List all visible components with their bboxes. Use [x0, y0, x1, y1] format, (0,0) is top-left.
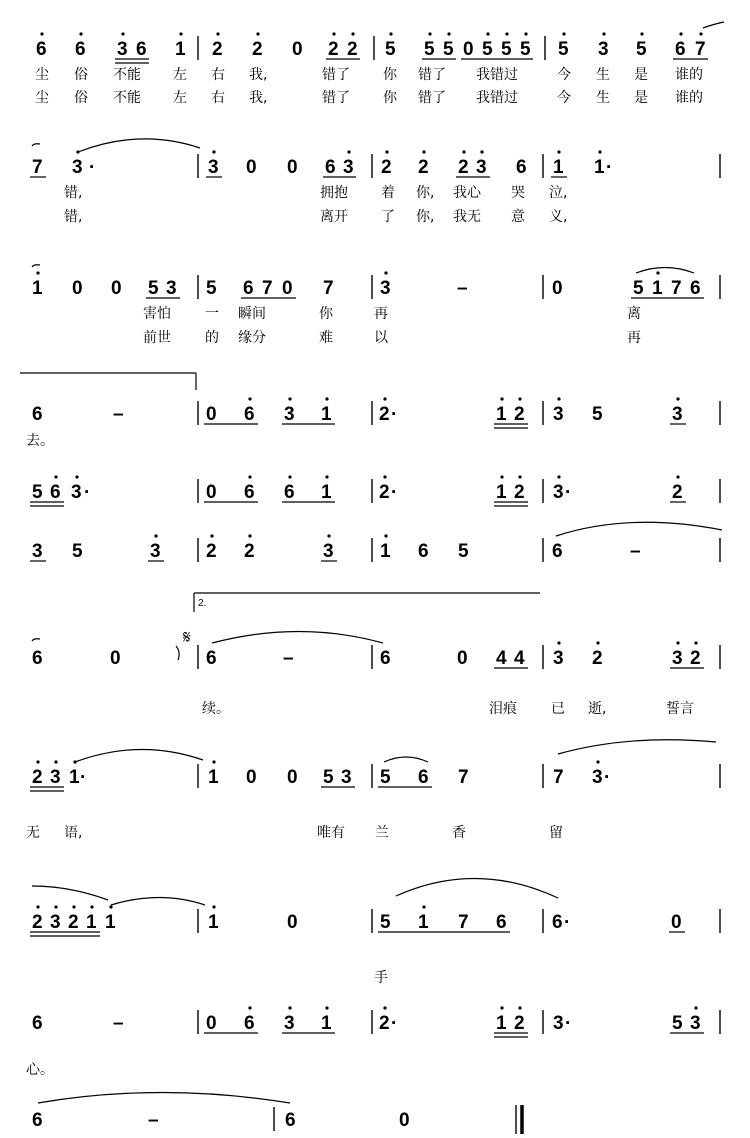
score-row-7: [32, 593, 720, 717]
svg-text:拥抱: 拥抱: [320, 185, 348, 201]
note: 0: [292, 39, 303, 60]
note: 1: [594, 157, 605, 178]
note: 0: [457, 648, 468, 669]
note: 3: [553, 482, 564, 503]
note: 6: [75, 39, 86, 60]
note: 0: [246, 767, 257, 788]
slur: [111, 898, 205, 906]
note: 3: [553, 1013, 564, 1034]
svg-text:续。: 续。: [202, 701, 230, 717]
svg-text:你: 你: [383, 67, 397, 83]
note: 7: [32, 157, 43, 178]
svg-text:义,: 义,: [549, 209, 568, 225]
note: 0: [72, 278, 83, 299]
note: 3: [32, 541, 43, 562]
note: 6: [516, 157, 527, 178]
note: 7: [671, 278, 682, 299]
note: 1: [418, 912, 429, 933]
note: ·: [606, 157, 613, 178]
note: ·: [80, 767, 87, 788]
note: 5: [206, 278, 217, 299]
svg-text:香: 香: [452, 825, 466, 841]
rhythm-underlines: [115, 59, 708, 63]
octave-dots: [76, 150, 601, 153]
svg-text:今: 今: [557, 90, 571, 106]
svg-text:不能: 不能: [113, 67, 141, 83]
note: 3: [72, 157, 83, 178]
svg-text:尘: 尘: [35, 90, 49, 106]
octave-dots: [36, 905, 425, 908]
note: 6: [32, 1110, 43, 1131]
note: ·: [391, 482, 398, 503]
note: 6: [36, 39, 47, 60]
note: 3: [50, 912, 61, 933]
note: 3: [71, 482, 82, 503]
svg-text:唯有: 唯有: [317, 825, 345, 841]
note: 5: [458, 541, 469, 562]
note: 6: [32, 1013, 43, 1034]
lyrics-verse-2: [64, 209, 567, 225]
note: 5: [592, 404, 603, 425]
svg-text:哭: 哭: [511, 185, 525, 201]
note: 6: [243, 278, 254, 299]
note: 2: [244, 541, 255, 562]
note: 2: [32, 767, 43, 788]
note: 1: [86, 912, 97, 933]
note: 2: [379, 1013, 390, 1034]
svg-text:生: 生: [596, 67, 610, 83]
slur: [703, 22, 724, 28]
note: 3: [672, 404, 683, 425]
score-row-1: [35, 22, 724, 106]
slur: [176, 646, 179, 660]
note: 5: [380, 767, 391, 788]
note: ·: [84, 482, 91, 503]
svg-text:无: 无: [26, 825, 40, 841]
svg-text:我错过: 我错过: [476, 90, 518, 106]
note: 6: [418, 767, 429, 788]
svg-text:尘: 尘: [35, 67, 49, 83]
note: 1: [496, 404, 507, 425]
note: 5: [633, 278, 644, 299]
note: 2: [514, 404, 525, 425]
note: 3: [208, 157, 219, 178]
note: 6: [675, 39, 686, 60]
note: ·: [565, 482, 572, 503]
note: 0: [246, 157, 257, 178]
svg-text:谁的: 谁的: [675, 90, 703, 106]
note: 0: [111, 278, 122, 299]
note: 0: [206, 404, 217, 425]
note: 6: [284, 482, 295, 503]
octave-dots: [36, 760, 599, 763]
note: 5: [323, 767, 334, 788]
note: 2: [514, 482, 525, 503]
svg-text:泣,: 泣,: [549, 185, 568, 201]
note: 5: [558, 39, 569, 60]
svg-text:你,: 你,: [416, 209, 435, 225]
svg-text:再: 再: [627, 330, 641, 346]
slur: [32, 886, 108, 900]
octave-dots: [248, 1006, 697, 1009]
octave-dots: [154, 534, 387, 537]
score-row-10: [26, 1006, 720, 1078]
svg-text:的: 的: [205, 330, 219, 346]
note: 6: [552, 541, 563, 562]
note: –: [630, 541, 641, 562]
note: 2: [379, 482, 390, 503]
note: 2: [672, 482, 683, 503]
note: 2: [690, 648, 701, 669]
note: 2: [252, 39, 263, 60]
note: 4: [514, 648, 525, 669]
note: 7: [262, 278, 273, 299]
lyrics-verse-1: [64, 184, 567, 201]
note: 3: [341, 767, 352, 788]
slur: [32, 265, 40, 267]
note: 7: [458, 912, 469, 933]
note: 2: [418, 157, 429, 178]
svg-text:错了: 错了: [322, 67, 350, 83]
note: 0: [206, 482, 217, 503]
note: 0: [287, 912, 298, 933]
note: 1: [652, 278, 663, 299]
note: 6: [552, 912, 563, 933]
note: 2: [381, 157, 392, 178]
svg-text:我错过: 我错过: [476, 67, 518, 83]
score-row-2: [30, 139, 720, 225]
svg-text:错了: 错了: [418, 90, 446, 106]
rhythm-underlines: [204, 1033, 704, 1037]
svg-text:瞬间: 瞬间: [238, 306, 266, 322]
note: 6: [136, 39, 147, 60]
note: 1: [321, 404, 332, 425]
svg-text:俗: 俗: [74, 67, 88, 83]
octave-dots: [40, 32, 702, 35]
svg-text:右: 右: [211, 67, 225, 83]
note: 3: [598, 39, 609, 60]
svg-text:缘分: 缘分: [238, 330, 266, 346]
note: 2: [328, 39, 339, 60]
note: 2: [347, 39, 358, 60]
octave-dots: [557, 641, 697, 644]
note: 2: [379, 404, 390, 425]
note: 0: [287, 767, 298, 788]
svg-text:以: 以: [374, 330, 388, 346]
note: 3: [50, 767, 61, 788]
svg-text:誓言: 誓言: [666, 701, 694, 717]
svg-text:是: 是: [634, 67, 648, 83]
note: 7: [458, 767, 469, 788]
note: 6: [50, 482, 61, 503]
note: 2: [458, 157, 469, 178]
svg-text:你: 你: [319, 306, 333, 322]
slur: [32, 144, 40, 146]
svg-text:害怕: 害怕: [143, 306, 171, 322]
note: 3: [284, 404, 295, 425]
svg-text:再: 再: [374, 306, 388, 322]
note: 0: [671, 912, 682, 933]
note: 5: [72, 541, 83, 562]
note: 6: [418, 541, 429, 562]
note: 0: [282, 278, 293, 299]
note: 1: [321, 1013, 332, 1034]
svg-text:错,: 错,: [64, 209, 83, 225]
note: 2: [514, 1013, 525, 1034]
svg-text:左: 左: [173, 67, 187, 83]
note: 0: [463, 39, 474, 60]
svg-text:我,: 我,: [249, 90, 268, 106]
note: 2: [592, 648, 603, 669]
svg-text:泪痕: 泪痕: [489, 701, 517, 717]
slur: [384, 757, 428, 762]
svg-text:右: 右: [211, 90, 225, 106]
note: 4: [496, 648, 507, 669]
note: 0: [552, 278, 563, 299]
svg-text:意: 意: [511, 209, 525, 225]
svg-text:我心: 我心: [453, 185, 481, 201]
note: –: [457, 278, 468, 299]
octave-dots: [54, 475, 679, 478]
note: 1: [321, 482, 332, 503]
octave-dots: [36, 271, 659, 274]
lyrics-verse-1: [26, 825, 563, 841]
segno-icon: 𝄋: [183, 627, 191, 648]
note: –: [283, 648, 294, 669]
lyric: 去。: [26, 433, 54, 449]
note: 7: [553, 767, 564, 788]
svg-text:不能: 不能: [113, 90, 141, 106]
note: –: [113, 404, 124, 425]
svg-text:难: 难: [319, 330, 333, 346]
note: 3: [166, 278, 177, 299]
note: 1: [496, 482, 507, 503]
note: 0: [206, 1013, 217, 1034]
svg-text:前世: 前世: [143, 330, 171, 346]
note: –: [148, 1110, 159, 1131]
svg-text:你,: 你,: [416, 185, 435, 201]
note: 6: [206, 648, 217, 669]
note: 5: [501, 39, 512, 60]
lyric: 手: [374, 970, 388, 986]
note: 2: [212, 39, 223, 60]
svg-text:谁的: 谁的: [675, 67, 703, 83]
lyrics-verse-1: [202, 700, 694, 717]
lyrics-verse-1: [143, 305, 641, 322]
note: 0: [287, 157, 298, 178]
note: 5: [32, 482, 43, 503]
note: 6: [244, 404, 255, 425]
note: 1: [208, 912, 219, 933]
note: 3: [380, 278, 391, 299]
svg-text:一: 一: [205, 306, 219, 322]
svg-text:逝,: 逝,: [588, 701, 607, 717]
svg-text:错了: 错了: [418, 67, 446, 83]
note: 3: [476, 157, 487, 178]
note: 6: [380, 648, 391, 669]
note: 5: [520, 39, 531, 60]
svg-text:是: 是: [634, 90, 648, 106]
slur: [78, 139, 200, 152]
note: 0: [110, 648, 121, 669]
note: 1: [496, 1013, 507, 1034]
score-row-4: [20, 373, 720, 449]
note: 0: [399, 1110, 410, 1131]
note: 2: [68, 912, 79, 933]
note: 5: [385, 39, 396, 60]
note: 5: [148, 278, 159, 299]
note: 6: [690, 278, 701, 299]
score-row-6: [30, 522, 722, 562]
note: 1: [69, 767, 80, 788]
svg-text:着: 着: [381, 185, 395, 201]
note: ·: [565, 1013, 572, 1034]
slur: [558, 740, 716, 754]
rhythm-underlines: [204, 424, 686, 428]
lyric: 心。: [26, 1062, 54, 1078]
svg-text:今: 今: [557, 67, 571, 83]
note: 1: [380, 541, 391, 562]
slur: [556, 522, 722, 536]
score-row-8: [26, 740, 720, 841]
score-row-9: [30, 878, 720, 986]
note: ·: [604, 767, 611, 788]
slur: [32, 639, 40, 641]
svg-text:俗: 俗: [74, 90, 88, 106]
note: 6: [244, 1013, 255, 1034]
score-row-11: [32, 1093, 522, 1135]
note: 2: [32, 912, 43, 933]
note: 5: [672, 1013, 683, 1034]
note: 6: [32, 648, 43, 669]
note: 3: [690, 1013, 701, 1034]
note: 3: [592, 767, 603, 788]
note: 5: [636, 39, 647, 60]
note: 6: [32, 404, 43, 425]
note: 3: [117, 39, 128, 60]
note: 6: [244, 482, 255, 503]
slur: [38, 1093, 290, 1104]
note: 3: [150, 541, 161, 562]
note: 1: [175, 39, 186, 60]
note: 3: [284, 1013, 295, 1034]
note: 5: [424, 39, 435, 60]
note: 1: [105, 912, 116, 933]
note: 1: [208, 767, 219, 788]
note: 1: [553, 157, 564, 178]
note: 7: [323, 278, 334, 299]
svg-text:我无: 我无: [453, 209, 481, 225]
note: 2: [206, 541, 217, 562]
note: 6: [325, 157, 336, 178]
note: 5: [443, 39, 454, 60]
svg-text:了: 了: [381, 209, 395, 225]
lyrics-verse-1: [35, 66, 703, 83]
note: 3: [553, 404, 564, 425]
svg-text:留: 留: [549, 825, 563, 841]
volta-label: 2.: [198, 598, 207, 609]
rhythm-underlines: [30, 502, 686, 506]
svg-text:离开: 离开: [320, 209, 348, 225]
note: 7: [695, 39, 706, 60]
svg-text:语,: 语,: [64, 825, 83, 841]
note: 6: [285, 1110, 296, 1131]
score-row-5: [30, 475, 720, 506]
svg-text:我,: 我,: [249, 67, 268, 83]
lyrics-verse-2: [35, 89, 703, 106]
svg-text:你: 你: [383, 90, 397, 106]
score-row-3: [32, 265, 720, 346]
slur: [212, 632, 383, 644]
note: 6: [496, 912, 507, 933]
svg-text:生: 生: [596, 90, 610, 106]
slur: [75, 749, 203, 762]
lyrics-verse-2: [143, 330, 641, 346]
svg-text:左: 左: [173, 90, 187, 106]
note: ·: [391, 404, 398, 425]
rhythm-underlines: [30, 932, 685, 936]
svg-text:错了: 错了: [322, 90, 350, 106]
svg-text:兰: 兰: [375, 825, 389, 841]
note: 3: [553, 648, 564, 669]
note: 5: [482, 39, 493, 60]
note: 5: [380, 912, 391, 933]
octave-dots: [248, 397, 679, 400]
note: ·: [391, 1013, 398, 1034]
svg-text:离: 离: [627, 306, 641, 322]
svg-text:错,: 错,: [64, 185, 83, 201]
note: –: [113, 1013, 124, 1034]
slur: [396, 878, 558, 898]
note: ·: [564, 912, 571, 933]
note: 3: [323, 541, 334, 562]
note: ·: [89, 157, 96, 178]
slur: [636, 268, 694, 274]
note: 3: [343, 157, 354, 178]
svg-text:已: 已: [551, 701, 565, 717]
note: 3: [672, 648, 683, 669]
note: 1: [32, 278, 43, 299]
